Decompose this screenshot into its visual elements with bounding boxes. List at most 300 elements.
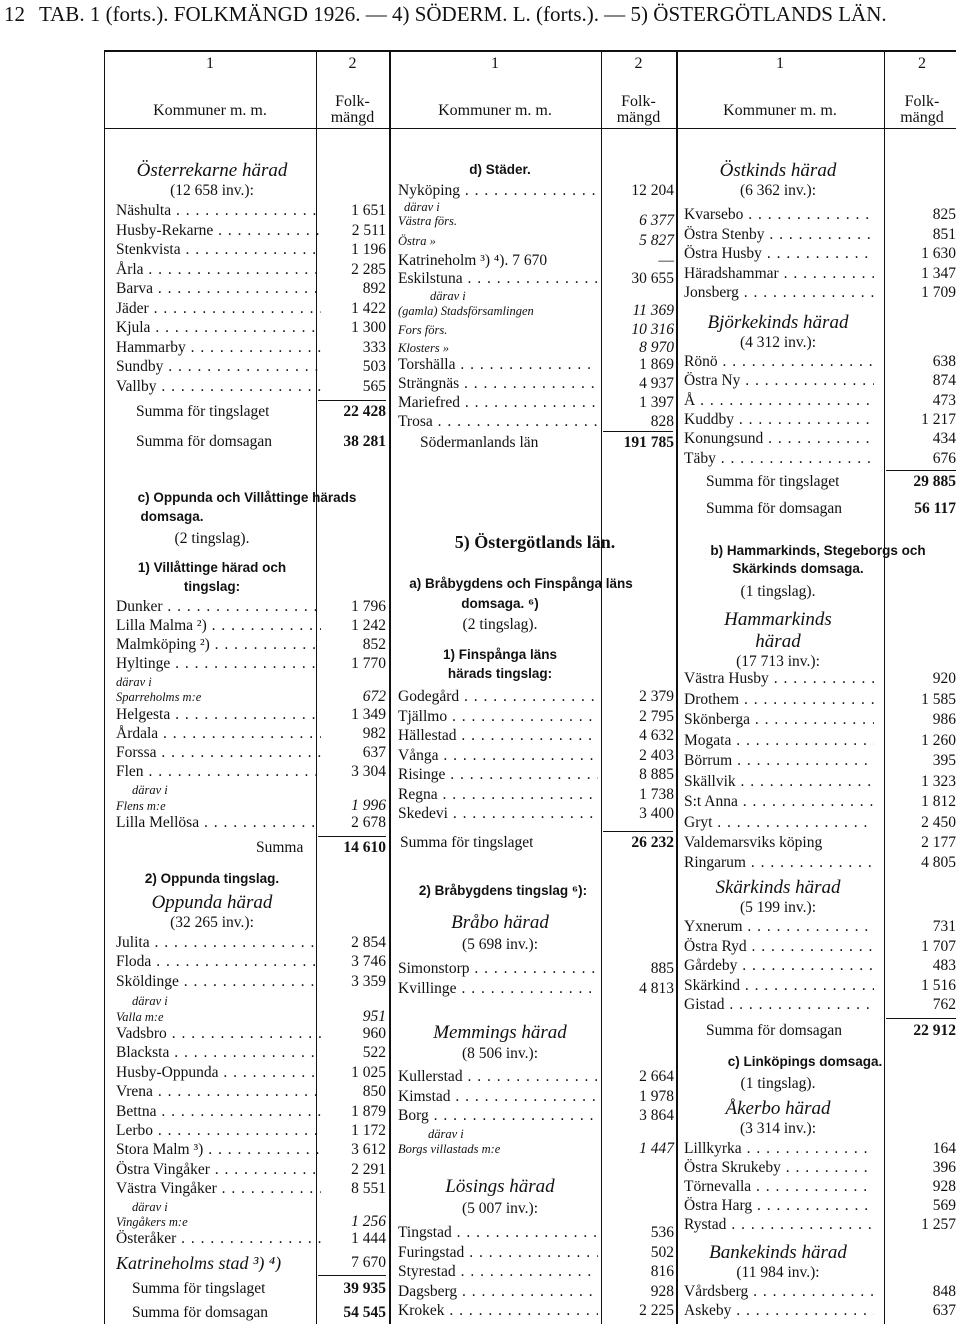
darav-label: därav i [404,200,440,214]
item-value: 2 379 [639,688,674,705]
sum-row [116,1254,386,1276]
section-heading: c) Oppunda och Villåttinge härads [137,490,357,505]
sum-rule [318,1275,386,1276]
list-item [684,392,956,410]
item-name: Sundby . . . [116,358,321,376]
item-value: 3 304 [351,763,386,780]
item-name: Törnevalla . . . [684,1178,874,1196]
item-name: Kvillinge . . . [398,980,598,998]
list-item [398,356,674,374]
item-name: Stenkvista . . . [116,241,321,259]
list-item [398,413,674,431]
county-heading: 5) Östergötlands län. [454,532,616,552]
list-item [398,394,674,412]
item-name: Östra Ryd . . . [684,938,874,956]
item-value: 4 937 [639,375,674,392]
item-name: Mogata . . . [684,732,874,750]
section-heading: domsaga. ⁶) [461,596,539,611]
item-value: 1 651 [351,202,386,219]
item-name: Vårdsberg . . . [684,1283,874,1301]
list-item [398,1283,674,1301]
item-value: 672 [362,688,386,705]
item-value: 1 978 [639,1088,674,1105]
list-item [684,284,956,302]
item-value: 395 [932,752,956,769]
item-value: 1 256 [351,1213,386,1230]
list-item [684,353,956,371]
col-head-folk: Folk- [904,93,940,110]
item-name: Tingstad . . . [398,1224,598,1242]
darav-label: därav i [430,289,466,303]
list-item [116,797,386,815]
section-heading: d) Städer. [469,162,531,177]
list-item [684,691,956,709]
item-value: 164 [932,1140,956,1157]
list-item [116,358,386,376]
sum-value: 14 610 [343,839,386,856]
item-value: 4 805 [921,854,956,871]
item-name: Flens m:e [116,799,166,813]
item-name: Mariefred . . . [398,394,598,412]
item-value: 1 397 [639,394,674,411]
item-name: Malmköping ²) . . . [116,636,321,654]
item-name: Östra Skrukeby . . . [684,1159,874,1177]
sum-label: Summa för tingslaget [400,834,534,851]
list-item [398,321,674,339]
sum-value: 38 281 [343,433,386,450]
district-title: Björkekinds härad [707,312,849,333]
list-item [116,706,386,724]
list-item [116,1213,386,1231]
item-value: 848 [932,1283,956,1300]
item-value: 1 300 [351,319,386,336]
col-head-folk: Folk- [335,93,370,110]
district-title: Memmings härad [433,1022,567,1043]
rule [676,52,678,1324]
col-head-mangd: mängd [616,109,661,126]
list-item [398,708,674,726]
list-item [116,688,386,706]
list-item [116,222,386,240]
sum-row [116,839,386,857]
page-header [4,2,956,30]
col-head-mangd: mängd [900,109,944,126]
item-name: Rystad . . . [684,1216,874,1234]
sum-label: Summa för tingslaget [706,473,840,490]
sum-rule [886,1018,956,1019]
sum-row [706,1022,956,1040]
sum-label: Summa [256,839,304,856]
item-name: Årla . . . [116,261,321,279]
list-item [684,732,956,750]
item-name: Rönö . . . [684,353,874,371]
district-inv: (32 265 inv.): [170,914,254,931]
list-item [398,805,674,823]
item-name: Kvarsebo . . . [684,206,874,224]
item-value: 3 746 [351,953,386,970]
rule [389,52,391,1324]
item-value: 1 707 [921,938,956,955]
list-item [684,670,956,688]
district-inv: (3 314 inv.): [739,1120,817,1137]
item-name: Kjula . . . [116,319,321,337]
item-name: Valdemarsviks köping [684,834,823,851]
section-heading: Skärkinds domsaga. [732,561,864,576]
sum-value: 26 232 [631,834,674,851]
list-item [116,655,386,673]
item-value: 951 [362,1008,386,1025]
item-name: Jäder . . . [116,300,321,318]
item-value: 1 349 [351,706,386,723]
col-head-kommuner: Kommuner m. m. [723,102,837,119]
darav-label: därav i [132,783,168,797]
item-value: 960 [362,1025,386,1042]
item-value: 1 196 [351,241,386,258]
item-value: 522 [362,1044,386,1061]
list-item [398,339,674,357]
list-item [684,854,956,872]
sum-value: 29 885 [913,473,956,490]
item-name: Barva . . . [116,280,321,298]
district-inv: (12 658 inv.): [170,182,254,199]
list-item [116,280,386,298]
sum-rule [318,836,386,837]
list-item [684,957,956,975]
list-item [398,1068,674,1086]
sum-value: 22 912 [913,1022,956,1039]
list-item [684,1159,956,1177]
list-item [398,766,674,784]
item-name: Å . . . [684,392,874,410]
item-value: 928 [650,1283,674,1300]
col-num: 1 [776,55,784,72]
list-item [684,918,956,936]
list-item [116,339,386,357]
item-value: 502 [650,1244,674,1261]
list-item [684,1197,956,1215]
item-value: 1 260 [921,732,956,749]
list-item [116,202,386,220]
item-name: Östra Harg . . . [684,1197,874,1215]
item-name: Lerbo . . . [116,1122,321,1140]
sum-label: Summa för tingslaget [136,403,270,420]
item-value: 1 172 [351,1122,386,1139]
list-item [398,1088,674,1106]
item-name: Jonsberg . . . [684,284,874,302]
list-item [116,725,386,743]
item-value: 676 [932,450,956,467]
list-item [116,934,386,952]
section-heading: 2) Oppunda tingslag. [144,871,280,886]
item-value: 816 [650,1263,674,1280]
item-name: Husby-Rekarne . . . [116,222,321,240]
item-name: Bettna . . . [116,1103,321,1121]
item-name: Stora Malm ³) . . . [116,1141,321,1159]
item-name: Gryt . . . [684,814,874,832]
sum-row [132,1280,386,1298]
item-name: Hyltinge . . . [116,655,321,673]
item-name: Fors förs. [398,323,448,337]
list-item [398,688,674,706]
sum-value: 191 785 [623,434,674,451]
col-num: 2 [348,55,357,72]
sum-row [132,1304,386,1322]
item-value: 762 [932,996,956,1013]
list-item [116,1083,386,1101]
sum-label: Södermanlands län [420,434,539,451]
section-heading: b) Hammarkinds, Stegeborgs och [710,543,926,558]
district-title: Oppunda härad [151,892,273,913]
item-value: 1 444 [351,1230,386,1247]
district-title: Lösings härad [445,1176,555,1197]
item-name: Täby . . . [684,450,874,468]
district-inv: (6 362 inv.): [739,182,817,199]
section-heading: c) Linköpings domsaga. [727,1054,883,1069]
col-num: 1 [491,55,499,72]
list-item [398,375,674,393]
item-value: 1 516 [921,977,956,994]
list-item [684,773,956,791]
darav-label: därav i [428,1127,464,1141]
item-name: Borg . . . [398,1107,598,1125]
list-item [398,232,674,250]
item-name: Nyköping . . . [398,182,598,200]
item-value: 828 [650,413,674,430]
section-heading: 1) Villåttinge härad och [137,560,287,575]
item-name: Floda . . . [116,953,321,971]
item-name: Börrum . . . [684,752,874,770]
item-name: Skönberga . . . [684,711,874,729]
item-name: Ringarum . . . [684,854,874,872]
item-value: 2 403 [639,747,674,764]
item-value: 434 [932,430,956,447]
item-value: 473 [932,392,956,409]
item-value: 3 400 [639,805,674,822]
item-name: Österåker . . . [116,1230,321,1248]
list-item [116,617,386,635]
item-value: 637 [362,744,386,761]
list-item [684,1140,956,1158]
item-value: 8 551 [351,1180,386,1197]
list-item [684,711,956,729]
list-item [116,744,386,762]
item-name: Kullerstad . . . [398,1068,598,1086]
district-title: Bankekinds härad [709,1242,847,1263]
list-item [684,372,956,390]
item-value: 3 612 [351,1141,386,1158]
item-name: Drothem . . . [684,691,874,709]
district-title: Hammarkinds [724,609,832,630]
sum-row [706,500,956,518]
district-inv: (11 984 inv.): [736,1264,820,1281]
item-name: Yxnerum . . . [684,918,874,936]
item-name: Flen . . . [116,763,321,781]
list-item [684,265,956,283]
list-item [684,996,956,1014]
list-item [116,1044,386,1062]
col-head-folk: Folk- [621,93,656,110]
list-item [116,1103,386,1121]
item-value: 565 [362,378,386,395]
item-name: Helgesta . . . [116,706,321,724]
list-item [684,752,956,770]
item-value: 1 447 [639,1140,674,1157]
list-item [116,1122,386,1140]
darav-label: därav i [132,1200,168,1214]
item-value: 1 879 [351,1103,386,1120]
item-value: 2 678 [351,814,386,831]
item-name: Årdala . . . [116,725,321,743]
top-rule [104,50,956,52]
darav-label: därav i [132,994,168,1008]
col-head-kommuner: Kommuner m. m. [153,102,267,119]
item-name: Katrineholm ³) ⁴). 7 670 [398,252,548,269]
item-value: 920 [932,670,956,687]
list-item [116,1161,386,1179]
sum-rule [603,831,673,832]
list-item [116,378,386,396]
item-name: Hällestad . . . [398,727,598,745]
item-value: 6 377 [639,212,674,229]
item-value: 850 [362,1083,386,1100]
item-name: Eskilstuna . . . [398,270,598,288]
item-value: 874 [932,372,956,389]
list-item [684,245,956,263]
item-value: 982 [362,725,386,742]
list-item [116,763,386,781]
item-value: 2 225 [639,1302,674,1319]
item-name: Vingåkers m:e [116,1215,188,1229]
item-value: 1 025 [351,1064,386,1081]
list-item [684,814,956,832]
item-name: Skällvik . . . [684,773,874,791]
item-value: 1 323 [921,773,956,790]
list-item [684,206,956,224]
item-name: Sparreholms m:e [116,690,202,704]
sum-row [706,473,956,491]
item-name: Skedevi . . . [398,805,598,823]
item-value: 1 869 [639,356,674,373]
list-item [116,953,386,971]
list-item [684,430,956,448]
district-title: Östkinds härad [719,160,837,181]
sum-label: Summa för domsagan [706,1022,843,1039]
list-item [398,212,674,230]
item-value: 637 [932,1302,956,1319]
section-heading: härads tingslag: [447,666,553,681]
item-value: 536 [650,1224,674,1241]
item-value: 2 177 [921,834,956,851]
list-item [398,1263,674,1281]
list-item [684,226,956,244]
list-item [684,977,956,995]
col-num: 2 [634,55,643,72]
item-value: 3 864 [639,1107,674,1124]
sum-rule [318,400,386,401]
item-value: 1 770 [351,655,386,672]
sum-label: Katrineholms stad ³) ⁴) [116,1254,282,1272]
district-title: Skärkinds härad [715,877,841,898]
item-value: 396 [932,1159,956,1176]
list-item [398,960,674,978]
district-title: Åkerbo härad [725,1098,831,1119]
item-value: 1 217 [921,411,956,428]
item-value: 8 970 [639,339,674,356]
item-name: Gistad . . . [684,996,874,1014]
list-item [116,1025,386,1043]
item-value: 2 664 [639,1068,674,1085]
item-value: 852 [362,636,386,653]
item-name: Torshälla . . . [398,356,598,374]
section-heading: tingslag: [183,579,241,594]
sum-value: 56 117 [914,500,956,517]
list-item [398,786,674,804]
district-title: Bråbo härad [451,912,549,933]
item-name: S:t Anna . . . [684,793,874,811]
item-name: Hammarby . . . [116,339,321,357]
list-item [684,1283,956,1301]
item-name: Godegård . . . [398,688,598,706]
item-value: 1 996 [351,797,386,814]
item-name: Styrestad . . . [398,1263,598,1281]
item-value: 2 511 [351,222,386,239]
sum-value: 7 670 [351,1254,386,1271]
list-item [116,1008,386,1026]
item-name: Östra Ny . . . [684,372,874,390]
item-name: Vrena . . . [116,1083,321,1101]
item-value: 2 795 [639,708,674,725]
item-name: Furingstad . . . [398,1244,598,1262]
item-name: Tjällmo . . . [398,708,598,726]
list-item [116,814,386,832]
darav-label: därav i [116,675,152,689]
col-head-kommuner: Kommuner m. m. [438,102,552,119]
item-name: Strängnäs . . . [398,375,598,393]
item-value: 1 242 [351,617,386,634]
item-name: Skärkind . . . [684,977,874,995]
item-value: 1 812 [921,793,956,810]
list-item [398,747,674,765]
item-name: Lilla Mellösa . . . [116,814,321,832]
item-value: 1 257 [921,1216,956,1233]
item-value: 1 630 [921,245,956,262]
item-value: 4 813 [639,980,674,997]
item-value: 2 291 [351,1161,386,1178]
sum-rule [886,470,956,471]
item-name: Valla m:e [116,1010,164,1024]
sum-label: Summa för domsagan [706,500,843,517]
list-item [398,1244,674,1262]
item-name: Vadsbro . . . [116,1025,321,1043]
item-value: 928 [932,1178,956,1195]
sum-row [136,433,386,451]
item-name: Blacksta . . . [116,1044,321,1062]
list-item [116,241,386,259]
district-title: härad [755,631,801,652]
item-name: Näshulta . . . [116,202,321,220]
sum-rule [603,431,673,432]
item-value: 3 359 [351,973,386,990]
item-name: Forssa . . . [116,744,321,762]
item-name: Häradshammar . . . [684,265,874,283]
item-value: 4 632 [639,727,674,744]
item-value: 483 [932,957,956,974]
col-num: 1 [206,55,214,72]
item-name: Kuddby . . . [684,411,874,429]
item-name: Dagsberg . . . [398,1283,598,1301]
item-name: Lillkyrka . . . [684,1140,874,1158]
item-value: 1 422 [351,300,386,317]
